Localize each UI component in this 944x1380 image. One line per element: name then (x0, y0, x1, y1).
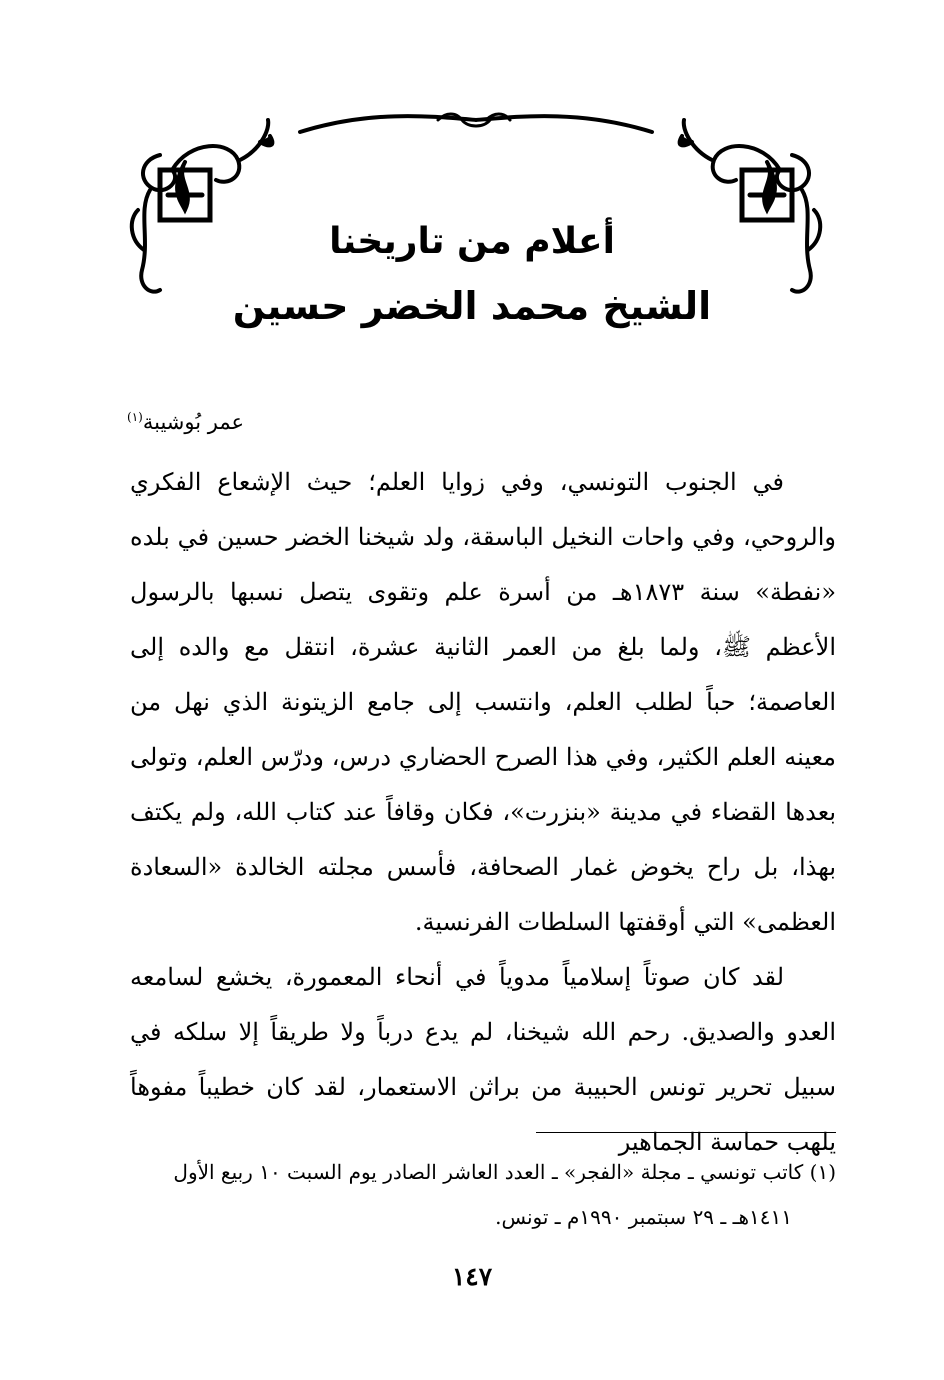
paragraph: لقد كان صوتاً إسلامياً مدوياً في أنحاء المعمورة، يخشع لسامعه العدو والصديق. رحم الله شيخنا، لم يدع درباً ولا طريقاً إلا سلكه في سبيل تحرير تونس الحبيبة من براثن الاستعمار، لقد كان خطيباً مفوهاً يلهب حماسة الجماهير (130, 963, 836, 1156)
author-name: عمر بُوشيبة (142, 410, 244, 434)
author-line (127, 410, 244, 434)
article-subtitle: الشيخ محمد الخضر حسين (232, 284, 712, 328)
page-number: ١٤٧ (451, 1262, 493, 1291)
footnote (130, 1150, 836, 1240)
ornamental-header-frame (120, 100, 832, 310)
paragraph: في الجنوب التونسي، وفي زوايا العلم؛ حيث الإشعاع الفكري والروحي، وفي واحات النخيل الباسقة، ولد شيخنا الخضر حسين في بلده «نفطة» سنة ١٨٧٣هـ من أسرة علم وتقوى يتصل نسبها بالرسول الأعظم ﷺ، ولما بلغ من العمر الثانية عشرة، انتقل مع والده إلى العاصمة؛ حباً لطلب العلم، وانتسب إلى جامع الزيتونة الذي نهل من معينه العلم الكثير، وفي هذا الصرح الحضاري درس، ودرّس العلم، وتولى بعدها القضاء في مدينة «بنزرت»، فكان وقافاً عند كتاب الله، ولم يكتف بهذا، بل راح يخوض غمار الصحافة، فأسس مجلته الخالدة «السعادة العظمى» التي أوقفتها السلطات الفرنسية. (130, 468, 837, 936)
article-body (130, 455, 836, 1170)
footnote-line: ١٤١١هـ ـ ٢٩ سبتمبر ١٩٩٠م ـ تونس. (495, 1205, 792, 1229)
footnote-reference: (١) (127, 410, 143, 424)
footnote-line: (١) كاتب تونسي ـ مجلة «الفجر» ـ العدد العاشر الصادر يوم السبت ١٠ ربيع الأول (173, 1160, 836, 1184)
article-title: أعلام من تاريخنا (329, 221, 615, 262)
footnote-divider (536, 1132, 836, 1133)
